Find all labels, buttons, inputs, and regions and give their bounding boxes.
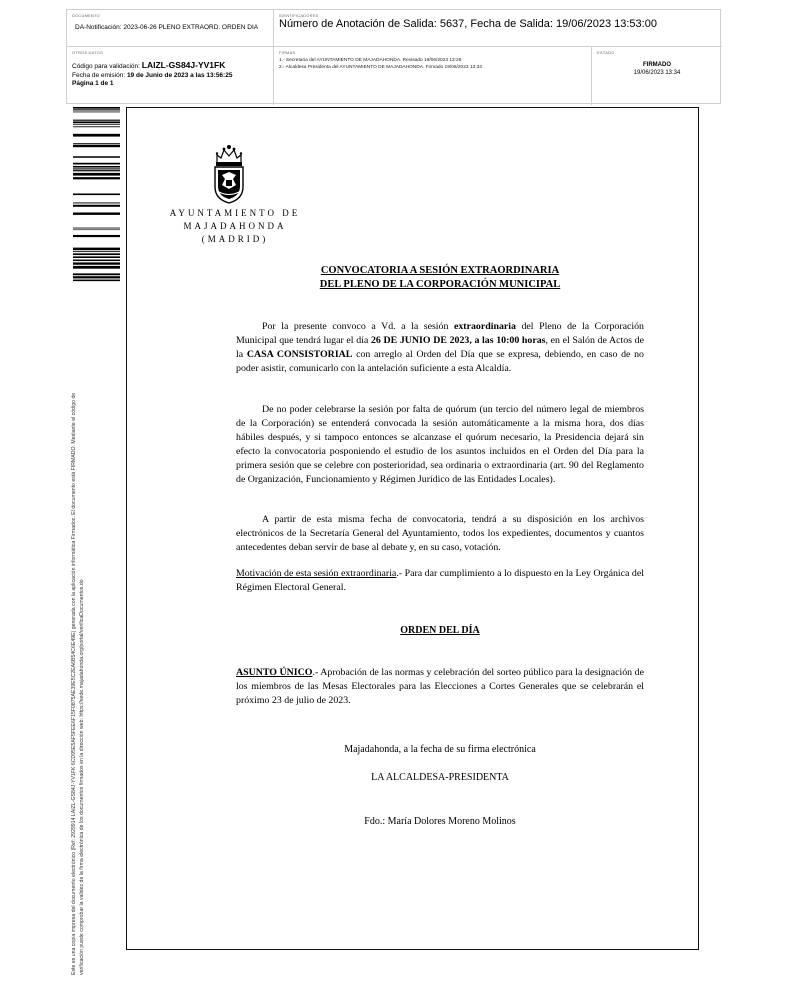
estado-label: ESTADO — [597, 50, 615, 55]
place-date-line: Majadahonda, a la fecha de su firma electrónica — [344, 744, 536, 755]
paragraph-motivacion: Motivación de esta sesión extraordinaria.- Para dar cumplimiento a lo dispuesto en la Ley Orgánica del Régimen Electoral General. — [236, 568, 644, 593]
barcode-image — [73, 107, 120, 282]
paragraph-disposicion: A partir de esta misma fecha de convocatoria, tendrá a su disposición en los archivos electrónicos de la Secretaría General del Ayuntamiento, todos los expedientes, documentos y cuantos antecedentes deban servir de base al debate y, en su caso, votación. — [236, 514, 644, 553]
codigo-prefix: Código para validación: — [72, 63, 140, 70]
side-text-line-2: verificación puede comprobar la validez de la firma electrónica de los documentos firmados en la dirección web: https://sede.majadahonda.org/portal/verificaDocumentos.do — [79, 579, 85, 975]
orden-del-dia-heading: ORDEN DEL DÍA — [400, 625, 480, 636]
verification-side-text — [70, 295, 86, 975]
firmas-cell — [274, 47, 592, 105]
title-line-1: CONVOCATORIA A SESIÓN EXTRAORDINARIA — [320, 265, 560, 276]
paragraph-asunto-unico: ASUNTO ÚNICO.- Aprobación de las normas y celebración del sorteo público para la designación de los miembros de las Mesas Electorales para las Elecciones a Cortes Generales que se celebrarán el próximo 23 de julio de 2023. — [236, 667, 644, 706]
estado-value: FIRMADO — [643, 62, 671, 68]
firmas-label: FIRMAS — [279, 50, 296, 55]
org-line-3: (MADRID) — [201, 234, 269, 244]
documento-value: DA-Notificación: 2023-06-26 PLENO EXTRAORD. ORDEN DIA — [75, 24, 259, 31]
signer-name: Fdo.: María Dolores Moreno Molinos — [364, 816, 516, 827]
emision-prefix: Fecha de emisión: — [72, 71, 126, 79]
identificadores-cell — [274, 10, 722, 47]
paragraph-convocatoria: Por la presente convoco a Vd. a la sesión extraordinaria del Pleno de la Corporación Municipal que tendrá lugar el día 26 DE JUNIO DE 2023, a las 10:00 horas, en el Salón de Actos de la CASA CONSISTORIAL con arreglo al Orden del Día que se expresa, debiendo, en caso de no poder asistir, comunicarlo con la antelación suficiente a esta Alcaldía. — [236, 321, 644, 374]
side-text-line-1: Este es una copia impresa del documento electrónico (Ref: 2929914 LAIZL-GS84J-YV1FK 6CD95E5AF5FEE6F15F0875AE39E5C2EA6B54C6E49E) generada con la aplicación informática Firmadoc. El documento está FIRMADO. Mediante el código de — [71, 392, 77, 975]
emision-value: 19 de Junio de 2023 a las 13:56:25 — [126, 71, 233, 79]
org-line-2: MAJADAHONDA — [183, 221, 287, 231]
estado-date: 19/06/2023 13:34 — [633, 70, 681, 76]
organization-name — [160, 207, 310, 246]
codigo-validacion[interactable]: LAIZL-GS84J-YV1FK — [141, 60, 226, 70]
paragraph-quorum: De no poder celebrarse la sesión por falta de quórum (un tercio del número legal de miembros de la Corporación) se entenderá convocada la sesión automáticamente a la misma hora, dos días hábiles después, y si tampoco entonces se alcanzase el quórum necesario, la Presidencia dejará sin efecto la convocatoria posponiendo el estudio de los asuntos incluidos en el Orden del Día para la primera sesión que se celebre con posterioridad, sea ordinaria o extraordinaria (art. 90 del Reglamento de Organización, Funcionamiento y Régimen Jurídico de las Entidades Locales). — [236, 404, 644, 485]
org-line-1: AYUNTAMIENTO DE — [169, 208, 301, 218]
identificadores-label: IDENTIFICADORES — [279, 13, 319, 18]
documento-cell — [67, 10, 274, 47]
registro-text: Número de Anotación de Salida: 5637, Fecha de Salida: 19/06/2023 13:53:00 — [279, 18, 657, 30]
coat-of-arms-logo — [209, 143, 249, 205]
firma-2: 2.- Alcaldesa Presidenta del AYUNTAMIENTO DE MAJADAHONDA. Firmado 19/06/2023 13:34 — [279, 64, 482, 70]
title-line-2: DEL PLENO DE LA CORPORACIÓN MUNICIPAL — [319, 279, 561, 290]
document-header — [66, 9, 721, 104]
otros-datos-cell — [67, 47, 274, 105]
estado-cell — [592, 47, 722, 105]
documento-label: DOCUMENTO — [72, 13, 100, 18]
document-title — [236, 264, 644, 292]
pagina-info: Página 1 de 1 — [72, 80, 114, 87]
firma-1: 1.- Secretaria del AYUNTAMIENTO DE MAJADAHONDA. Revisado 19/06/2023 13:28 — [279, 58, 462, 63]
signer-role: LA ALCALDESA-PRESIDENTA — [371, 772, 509, 783]
otros-datos-label: OTROS DATOS — [72, 50, 103, 55]
